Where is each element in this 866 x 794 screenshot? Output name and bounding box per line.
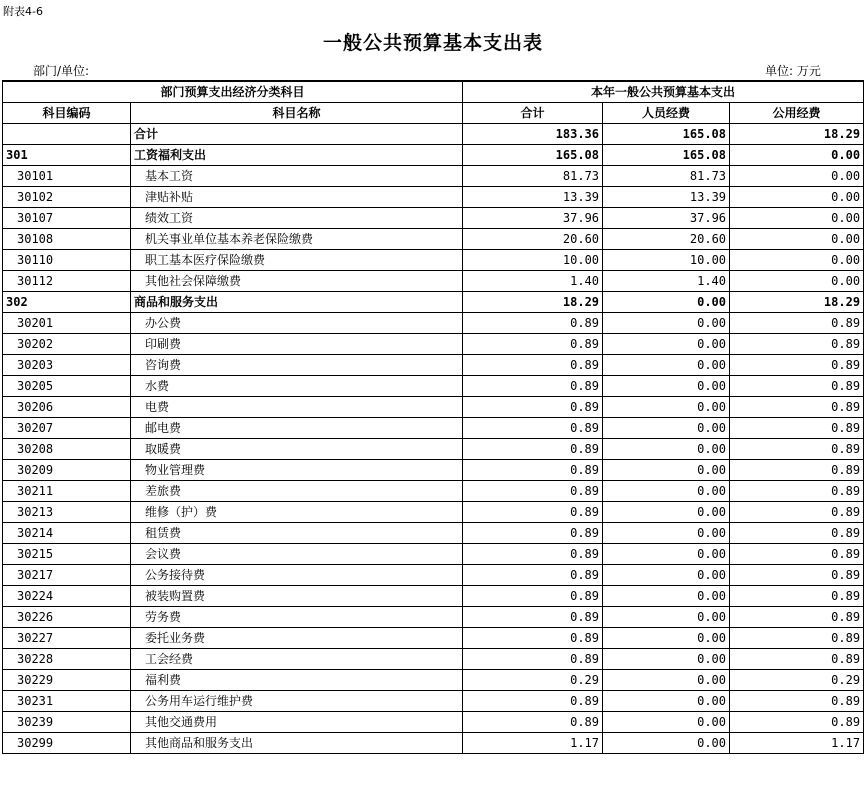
- cell-public: 0.00: [730, 228, 864, 249]
- cell-public: 0.00: [730, 207, 864, 228]
- cell-total: 1.40: [463, 270, 603, 291]
- cell-name: 其他交通费用: [131, 711, 463, 732]
- cell-total: 0.89: [463, 354, 603, 375]
- unit-label: 单位: 万元: [765, 64, 821, 78]
- table-row: [3, 627, 864, 648]
- cell-code: 30299: [3, 732, 131, 753]
- cell-total: 0.89: [463, 459, 603, 480]
- cell-code: 30214: [3, 522, 131, 543]
- table-row: [3, 165, 864, 186]
- cell-name: 被装购置费: [131, 585, 463, 606]
- cell-code: 30108: [3, 228, 131, 249]
- total-row-total: 183.36: [463, 123, 603, 144]
- total-row: [3, 123, 864, 144]
- cell-total: 0.89: [463, 438, 603, 459]
- table-row: [3, 438, 864, 459]
- cell-personnel: 0.00: [603, 438, 730, 459]
- cell-name: 津贴补贴: [131, 186, 463, 207]
- cell-name: 工资福利支出: [131, 144, 463, 165]
- cell-total: 0.29: [463, 669, 603, 690]
- cell-total: 0.89: [463, 564, 603, 585]
- table-row: [3, 711, 864, 732]
- group-header-row: [3, 81, 864, 102]
- cell-name: 公务用车运行维护费: [131, 690, 463, 711]
- cell-public: 0.89: [730, 627, 864, 648]
- cell-personnel: 37.96: [603, 207, 730, 228]
- cell-name: 福利费: [131, 669, 463, 690]
- cell-name: 其他商品和服务支出: [131, 732, 463, 753]
- cell-personnel: 81.73: [603, 165, 730, 186]
- cell-name: 办公费: [131, 312, 463, 333]
- cell-public: 0.89: [730, 396, 864, 417]
- cell-code: 30110: [3, 249, 131, 270]
- cell-code: 30206: [3, 396, 131, 417]
- total-row-personnel: 165.08: [603, 123, 730, 144]
- cell-public: 0.29: [730, 669, 864, 690]
- cell-code: 30101: [3, 165, 131, 186]
- cell-personnel: 0.00: [603, 543, 730, 564]
- table-row: [3, 354, 864, 375]
- column-header-name: 科目名称: [131, 102, 463, 123]
- table-row: [3, 396, 864, 417]
- table-row: [3, 522, 864, 543]
- cell-public: 0.89: [730, 564, 864, 585]
- group-header-economic-class: 部门预算支出经济分类科目: [3, 81, 463, 102]
- total-row-name: 合计: [131, 123, 463, 144]
- cell-total: 1.17: [463, 732, 603, 753]
- cell-code: 30213: [3, 501, 131, 522]
- cell-total: 0.89: [463, 606, 603, 627]
- cell-public: 0.89: [730, 501, 864, 522]
- cell-personnel: 0.00: [603, 648, 730, 669]
- cell-code: 30102: [3, 186, 131, 207]
- cell-total: 0.89: [463, 501, 603, 522]
- cell-name: 邮电费: [131, 417, 463, 438]
- cell-code: 30215: [3, 543, 131, 564]
- cell-personnel: 0.00: [603, 711, 730, 732]
- cell-name: 咨询费: [131, 354, 463, 375]
- cell-public: 0.89: [730, 354, 864, 375]
- table-row: [3, 732, 864, 753]
- cell-name: 委托业务费: [131, 627, 463, 648]
- cell-total: 0.89: [463, 333, 603, 354]
- cell-total: 81.73: [463, 165, 603, 186]
- cell-code: 301: [3, 144, 131, 165]
- cell-personnel: 0.00: [603, 480, 730, 501]
- cell-code: 30112: [3, 270, 131, 291]
- cell-name: 基本工资: [131, 165, 463, 186]
- cell-personnel: 165.08: [603, 144, 730, 165]
- table-row: [3, 417, 864, 438]
- cell-total: 165.08: [463, 144, 603, 165]
- cell-personnel: 13.39: [603, 186, 730, 207]
- table-row: [3, 270, 864, 291]
- column-header-public: 公用经费: [730, 102, 864, 123]
- cell-total: 0.89: [463, 417, 603, 438]
- cell-public: 0.89: [730, 522, 864, 543]
- cell-public: 0.00: [730, 186, 864, 207]
- cell-name: 职工基本医疗保险缴费: [131, 249, 463, 270]
- column-header-personnel: 人员经费: [603, 102, 730, 123]
- table-row: [3, 291, 864, 312]
- cell-personnel: 0.00: [603, 690, 730, 711]
- cell-total: 13.39: [463, 186, 603, 207]
- cell-public: 0.89: [730, 543, 864, 564]
- cell-personnel: 0.00: [603, 564, 730, 585]
- cell-personnel: 0.00: [603, 375, 730, 396]
- cell-total: 0.89: [463, 396, 603, 417]
- cell-total: 37.96: [463, 207, 603, 228]
- cell-code: 30211: [3, 480, 131, 501]
- table-row: [3, 186, 864, 207]
- cell-name: 维修（护）费: [131, 501, 463, 522]
- cell-public: 18.29: [730, 291, 864, 312]
- table-row: [3, 669, 864, 690]
- cell-personnel: 0.00: [603, 732, 730, 753]
- budget-table: [2, 80, 864, 754]
- table-row: [3, 501, 864, 522]
- table-row: [3, 480, 864, 501]
- cell-public: 0.89: [730, 438, 864, 459]
- cell-code: 30209: [3, 459, 131, 480]
- cell-code: 30224: [3, 585, 131, 606]
- table-row: [3, 690, 864, 711]
- cell-name: 租赁费: [131, 522, 463, 543]
- total-row-public: 18.29: [730, 123, 864, 144]
- cell-personnel: 0.00: [603, 585, 730, 606]
- cell-code: 30228: [3, 648, 131, 669]
- cell-public: 0.89: [730, 711, 864, 732]
- cell-public: 0.89: [730, 312, 864, 333]
- cell-personnel: 20.60: [603, 228, 730, 249]
- cell-personnel: 0.00: [603, 333, 730, 354]
- cell-code: 30217: [3, 564, 131, 585]
- table-row: [3, 564, 864, 585]
- table-row: [3, 333, 864, 354]
- cell-total: 0.89: [463, 375, 603, 396]
- cell-public: 0.89: [730, 417, 864, 438]
- cell-personnel: 0.00: [603, 459, 730, 480]
- cell-total: 10.00: [463, 249, 603, 270]
- cell-public: 0.00: [730, 249, 864, 270]
- table-row: [3, 606, 864, 627]
- cell-name: 印刷费: [131, 333, 463, 354]
- column-header-code: 科目编码: [3, 102, 131, 123]
- table-row: [3, 648, 864, 669]
- cell-personnel: 0.00: [603, 291, 730, 312]
- cell-name: 差旅费: [131, 480, 463, 501]
- cell-personnel: 0.00: [603, 354, 730, 375]
- cell-public: 0.89: [730, 375, 864, 396]
- table-body: [3, 123, 864, 753]
- cell-total: 0.89: [463, 312, 603, 333]
- cell-public: 0.89: [730, 690, 864, 711]
- cell-personnel: 10.00: [603, 249, 730, 270]
- cell-code: 30229: [3, 669, 131, 690]
- cell-public: 0.00: [730, 270, 864, 291]
- cell-name: 工会经费: [131, 648, 463, 669]
- cell-code: 30205: [3, 375, 131, 396]
- table-row: [3, 585, 864, 606]
- cell-personnel: 0.00: [603, 312, 730, 333]
- total-row-code: [3, 123, 131, 144]
- cell-public: 0.89: [730, 606, 864, 627]
- cell-name: 机关事业单位基本养老保险缴费: [131, 228, 463, 249]
- table-row: [3, 375, 864, 396]
- cell-name: 会议费: [131, 543, 463, 564]
- cell-public: 0.89: [730, 459, 864, 480]
- cell-total: 0.89: [463, 627, 603, 648]
- cell-public: 1.17: [730, 732, 864, 753]
- cell-total: 0.89: [463, 480, 603, 501]
- cell-public: 0.89: [730, 585, 864, 606]
- cell-name: 取暖费: [131, 438, 463, 459]
- cell-code: 30231: [3, 690, 131, 711]
- cell-public: 0.89: [730, 333, 864, 354]
- table-row: [3, 228, 864, 249]
- cell-name: 物业管理费: [131, 459, 463, 480]
- page-title: 一般公共预算基本支出表: [322, 32, 543, 54]
- table-row: [3, 207, 864, 228]
- cell-code: 30107: [3, 207, 131, 228]
- cell-personnel: 0.00: [603, 417, 730, 438]
- cell-code: 30201: [3, 312, 131, 333]
- cell-public: 0.89: [730, 648, 864, 669]
- cell-name: 公务接待费: [131, 564, 463, 585]
- cell-name: 商品和服务支出: [131, 291, 463, 312]
- cell-personnel: 0.00: [603, 627, 730, 648]
- cell-code: 30226: [3, 606, 131, 627]
- cell-code: 302: [3, 291, 131, 312]
- group-header-basic-expenditure: 本年一般公共预算基本支出: [463, 81, 864, 102]
- cell-personnel: 1.40: [603, 270, 730, 291]
- cell-name: 水费: [131, 375, 463, 396]
- cell-total: 20.60: [463, 228, 603, 249]
- table-row: [3, 459, 864, 480]
- cell-code: 30239: [3, 711, 131, 732]
- cell-personnel: 0.00: [603, 396, 730, 417]
- cell-total: 0.89: [463, 522, 603, 543]
- cell-total: 0.89: [463, 690, 603, 711]
- table-row: [3, 312, 864, 333]
- cell-public: 0.89: [730, 480, 864, 501]
- cell-personnel: 0.00: [603, 501, 730, 522]
- attachment-note: 附表4-6: [3, 5, 43, 18]
- cell-name: 其他社会保障缴费: [131, 270, 463, 291]
- column-header-total: 合计: [463, 102, 603, 123]
- cell-public: 0.00: [730, 165, 864, 186]
- cell-total: 0.89: [463, 711, 603, 732]
- cell-code: 30227: [3, 627, 131, 648]
- cell-total: 0.89: [463, 543, 603, 564]
- cell-code: 30208: [3, 438, 131, 459]
- cell-total: 18.29: [463, 291, 603, 312]
- column-header-row: [3, 102, 864, 123]
- cell-code: 30203: [3, 354, 131, 375]
- cell-personnel: 0.00: [603, 606, 730, 627]
- cell-name: 电费: [131, 396, 463, 417]
- cell-personnel: 0.00: [603, 522, 730, 543]
- cell-personnel: 0.00: [603, 669, 730, 690]
- cell-name: 绩效工资: [131, 207, 463, 228]
- cell-public: 0.00: [730, 144, 864, 165]
- table-row: [3, 543, 864, 564]
- department-label: 部门/单位:: [33, 64, 90, 78]
- cell-code: 30207: [3, 417, 131, 438]
- cell-code: 30202: [3, 333, 131, 354]
- cell-total: 0.89: [463, 648, 603, 669]
- cell-total: 0.89: [463, 585, 603, 606]
- cell-name: 劳务费: [131, 606, 463, 627]
- table-row: [3, 249, 864, 270]
- table-row: [3, 144, 864, 165]
